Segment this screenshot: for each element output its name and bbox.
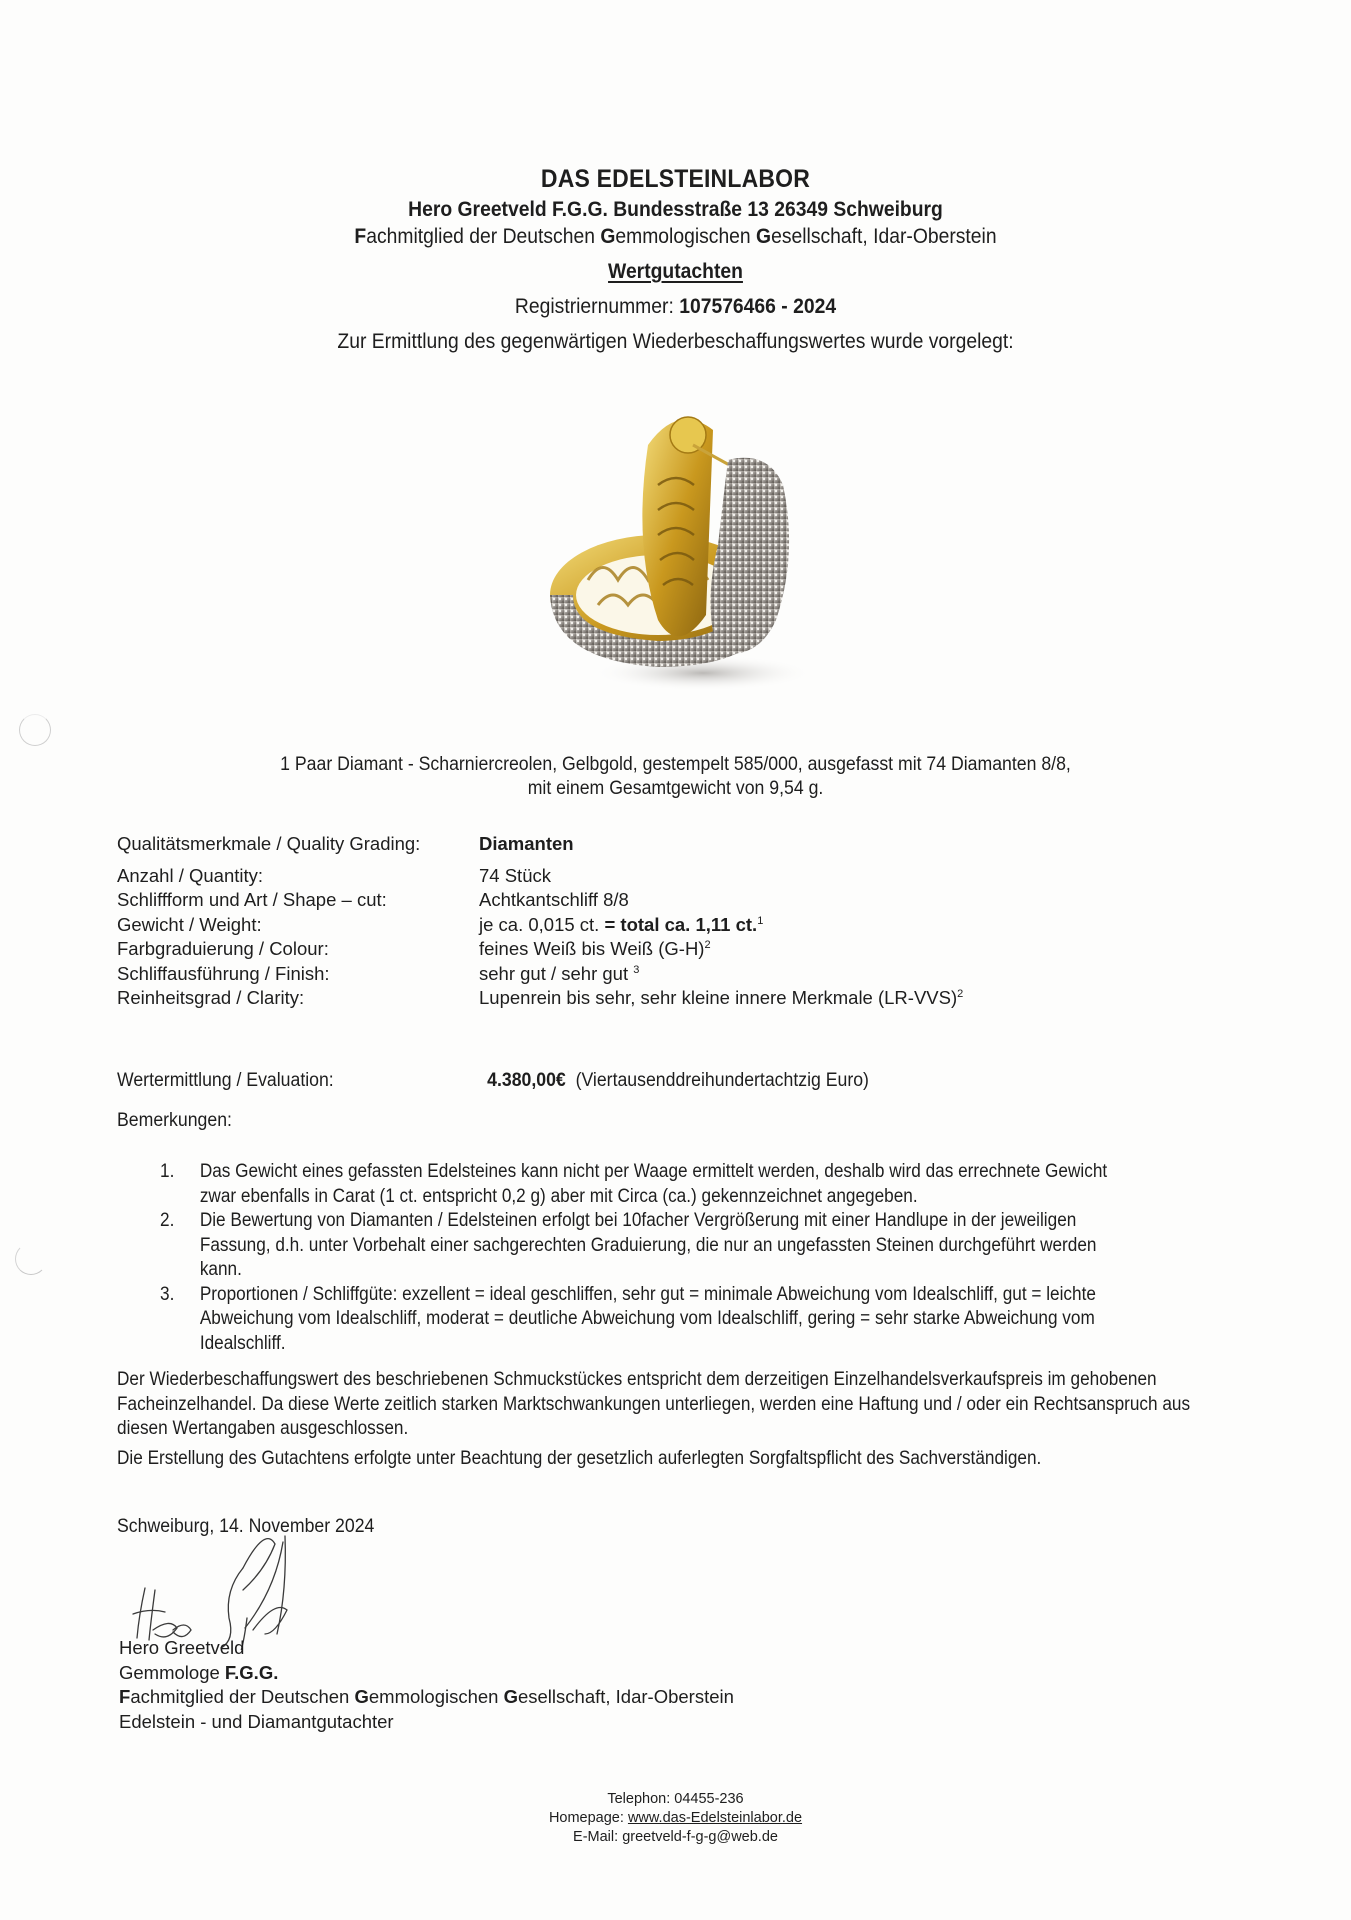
grading-row-finish	[117, 962, 963, 987]
grading-header-value: Diamanten	[479, 833, 574, 854]
grading-value: Lupenrein bis sehr, sehr kleine innere Merkmale $(LR-VVS)^2$	[479, 987, 964, 1008]
disclaimer-paragraph: Der Wiederbeschaffungswert des beschriebenen Schmuckstückes entspricht dem derzeitigen Einzelhandelsverkaufspreis im gehobenen Facheinzelhandel. Da diese Werte zeitlich starken Marktschwankungen unterliegen, werden eine Haftung und / oder ein Rechtsanspruch aus diesen Wertangaben ausgeschlossen.	[117, 1369, 1191, 1439]
diligence-paragraph: Die Erstellung des Gutachtens erfolgte unter Beachtung der gesetzlich auferlegten Sorgfaltspflicht des Sachverständigen.	[117, 1448, 1042, 1469]
signatory-title: Gemmologe F.G.G.	[119, 1661, 279, 1683]
grading-row-quantity	[117, 864, 963, 889]
remark-item	[160, 1209, 1137, 1283]
grading-label: Anzahl / Quantity:	[117, 864, 264, 886]
hole-punch-mark	[15, 1243, 47, 1275]
footer-email: E-Mail: greetveld-f-g-g@web.de	[573, 1829, 778, 1845]
registration-line	[54, 295, 1297, 319]
footer-homepage: Homepage: www.das-Edelsteinlabor.de	[548, 1810, 803, 1826]
document-type-title: Wertgutachten	[608, 260, 743, 283]
item-description-line: 1 Paar Diamant - Scharniercreolen, Gelbgold, gestempelt 585/000, ausgefasst mit 74 Diamanten 8/8,	[280, 754, 1071, 775]
grading-row-shape-cut	[117, 888, 963, 913]
earrings-photo	[528, 405, 828, 705]
footer-phone: Telephon: 04455-236	[607, 1791, 744, 1807]
remark-text: Das Gewicht eines gefassten Edelsteines kann nicht per Waage ermittelt werden, deshalb wird das errechnete Gewicht zwar ebenfalls in Carat (1 ct. entspricht 0,2 g) aber mit Circa (ca.) gekennzeichnet angegeben.	[199, 1161, 1108, 1207]
earring-standing-pave-band	[711, 458, 790, 654]
registration-label: Registriernummer:	[514, 295, 674, 318]
footnote-marker: 1	[757, 914, 764, 927]
homepage-link[interactable]: www.das-Edelsteinlabor.de	[627, 1810, 803, 1826]
remark-number: 2.	[160, 1210, 175, 1231]
evaluation-amount-words: (Viertausenddreihundertachtzig Euro)	[575, 1070, 869, 1091]
email-address[interactable]: greetveld-f-g-g@web.de	[622, 1829, 778, 1845]
footnote-marker: 2	[957, 987, 964, 1000]
evaluation-value	[487, 1070, 869, 1092]
remarks-list	[160, 1160, 1137, 1356]
grading-label: Farbgraduierung / Colour:	[117, 938, 329, 959]
remark-text: Proportionen / Schliffgüte: exzellent = ideal geschliffen, sehr gut = minimale Abweichung vom Idealschliff, gut = leichte Abweichung vom Idealschliff, moderat = deutliche Abweichung vom Idealschliff, gering = sehr starke Abweichung vom Idealschliff.	[199, 1283, 1096, 1354]
signatory-name: Hero Greetveld	[119, 1637, 245, 1658]
grading-header-row	[117, 832, 963, 857]
grading-value: sehr gut / sehr gut $^3$	[479, 962, 640, 984]
grading-value: je ca. 0,015 ct. = total ca. 1,11 ct.$^1$	[479, 913, 764, 935]
footnote-marker: 3	[633, 963, 640, 976]
evaluation-label: Wertermittlung / Evaluation:	[117, 1070, 334, 1091]
grading-value: Achtkantschliff 8/8	[479, 889, 629, 910]
remark-text: Die Bewertung von Diamanten / Edelsteinen erfolgt bei 10facher Vergrößerung mit einer Handlupe in der jeweiligen Fassung, d.h. unter Vorbehalt einer sachgerechten Graduierung, die nur an ungefassten Steinen durchgeführt werden kann.	[199, 1210, 1097, 1280]
evaluation-row	[117, 1070, 869, 1092]
remark-item	[160, 1160, 1137, 1209]
registration-number: 107576466 - 2024	[679, 295, 837, 318]
contact-footer	[0, 1790, 1351, 1847]
grading-label: Reinheitsgrad / Clarity:	[117, 987, 305, 1008]
item-description	[47, 753, 1303, 801]
remark-item	[160, 1283, 1137, 1357]
phone-number: 04455-236	[674, 1791, 744, 1807]
grading-label: Gewicht / Weight:	[117, 913, 262, 935]
hole-punch-mark	[19, 714, 51, 746]
grading-row-weight	[117, 913, 963, 938]
grading-value: 74 Stück	[479, 864, 551, 886]
grading-value: feines Weiß bis Weiß $(G-H)^2$	[479, 938, 711, 959]
place-and-date: Schweiburg, 14. November 2024	[117, 1516, 375, 1537]
signature-strokes	[133, 1536, 287, 1650]
grading-label: Schliffform und Art / Shape – cut:	[117, 889, 387, 910]
lab-name: DAS EDELSTEINLABOR	[540, 165, 811, 193]
grading-header-label: Qualitätsmerkmale / Quality Grading:	[117, 833, 421, 854]
grading-label: Schliffausführung / Finish:	[117, 962, 330, 984]
remarks-title: Bemerkungen:	[117, 1110, 232, 1131]
item-description-line: mit einem Gesamtgewicht von 9,54 g.	[527, 778, 824, 799]
remark-number: 1.	[160, 1161, 175, 1182]
quality-grading-table	[117, 832, 963, 1011]
lab-address: Hero Greetveld F.G.G. Bundesstraße 13 26349 Schweiburg	[408, 198, 943, 221]
grading-row-colour	[117, 937, 963, 962]
evaluation-amount: 4.380,00€	[487, 1070, 566, 1091]
lab-membership: Fachmitglied der Deutschen Gemmologischen Gesellschaft, Idar-Oberstein	[354, 225, 997, 248]
handwritten-signature	[125, 1530, 365, 1650]
signatory-role: Edelstein - und Diamantgutachter	[119, 1710, 394, 1732]
signatory-membership: Fachmitglied der Deutschen Gemmologischen Gesellschaft, Idar-Oberstein	[119, 1686, 734, 1707]
intro-text: Zur Ermittlung des gegenwärtigen Wiederbeschaffungswertes wurde vorgelegt:	[337, 330, 1014, 353]
remark-number: 3.	[160, 1283, 175, 1305]
footnote-marker: 2	[704, 938, 711, 951]
signatory-block	[119, 1636, 734, 1734]
grading-row-clarity	[117, 986, 963, 1011]
